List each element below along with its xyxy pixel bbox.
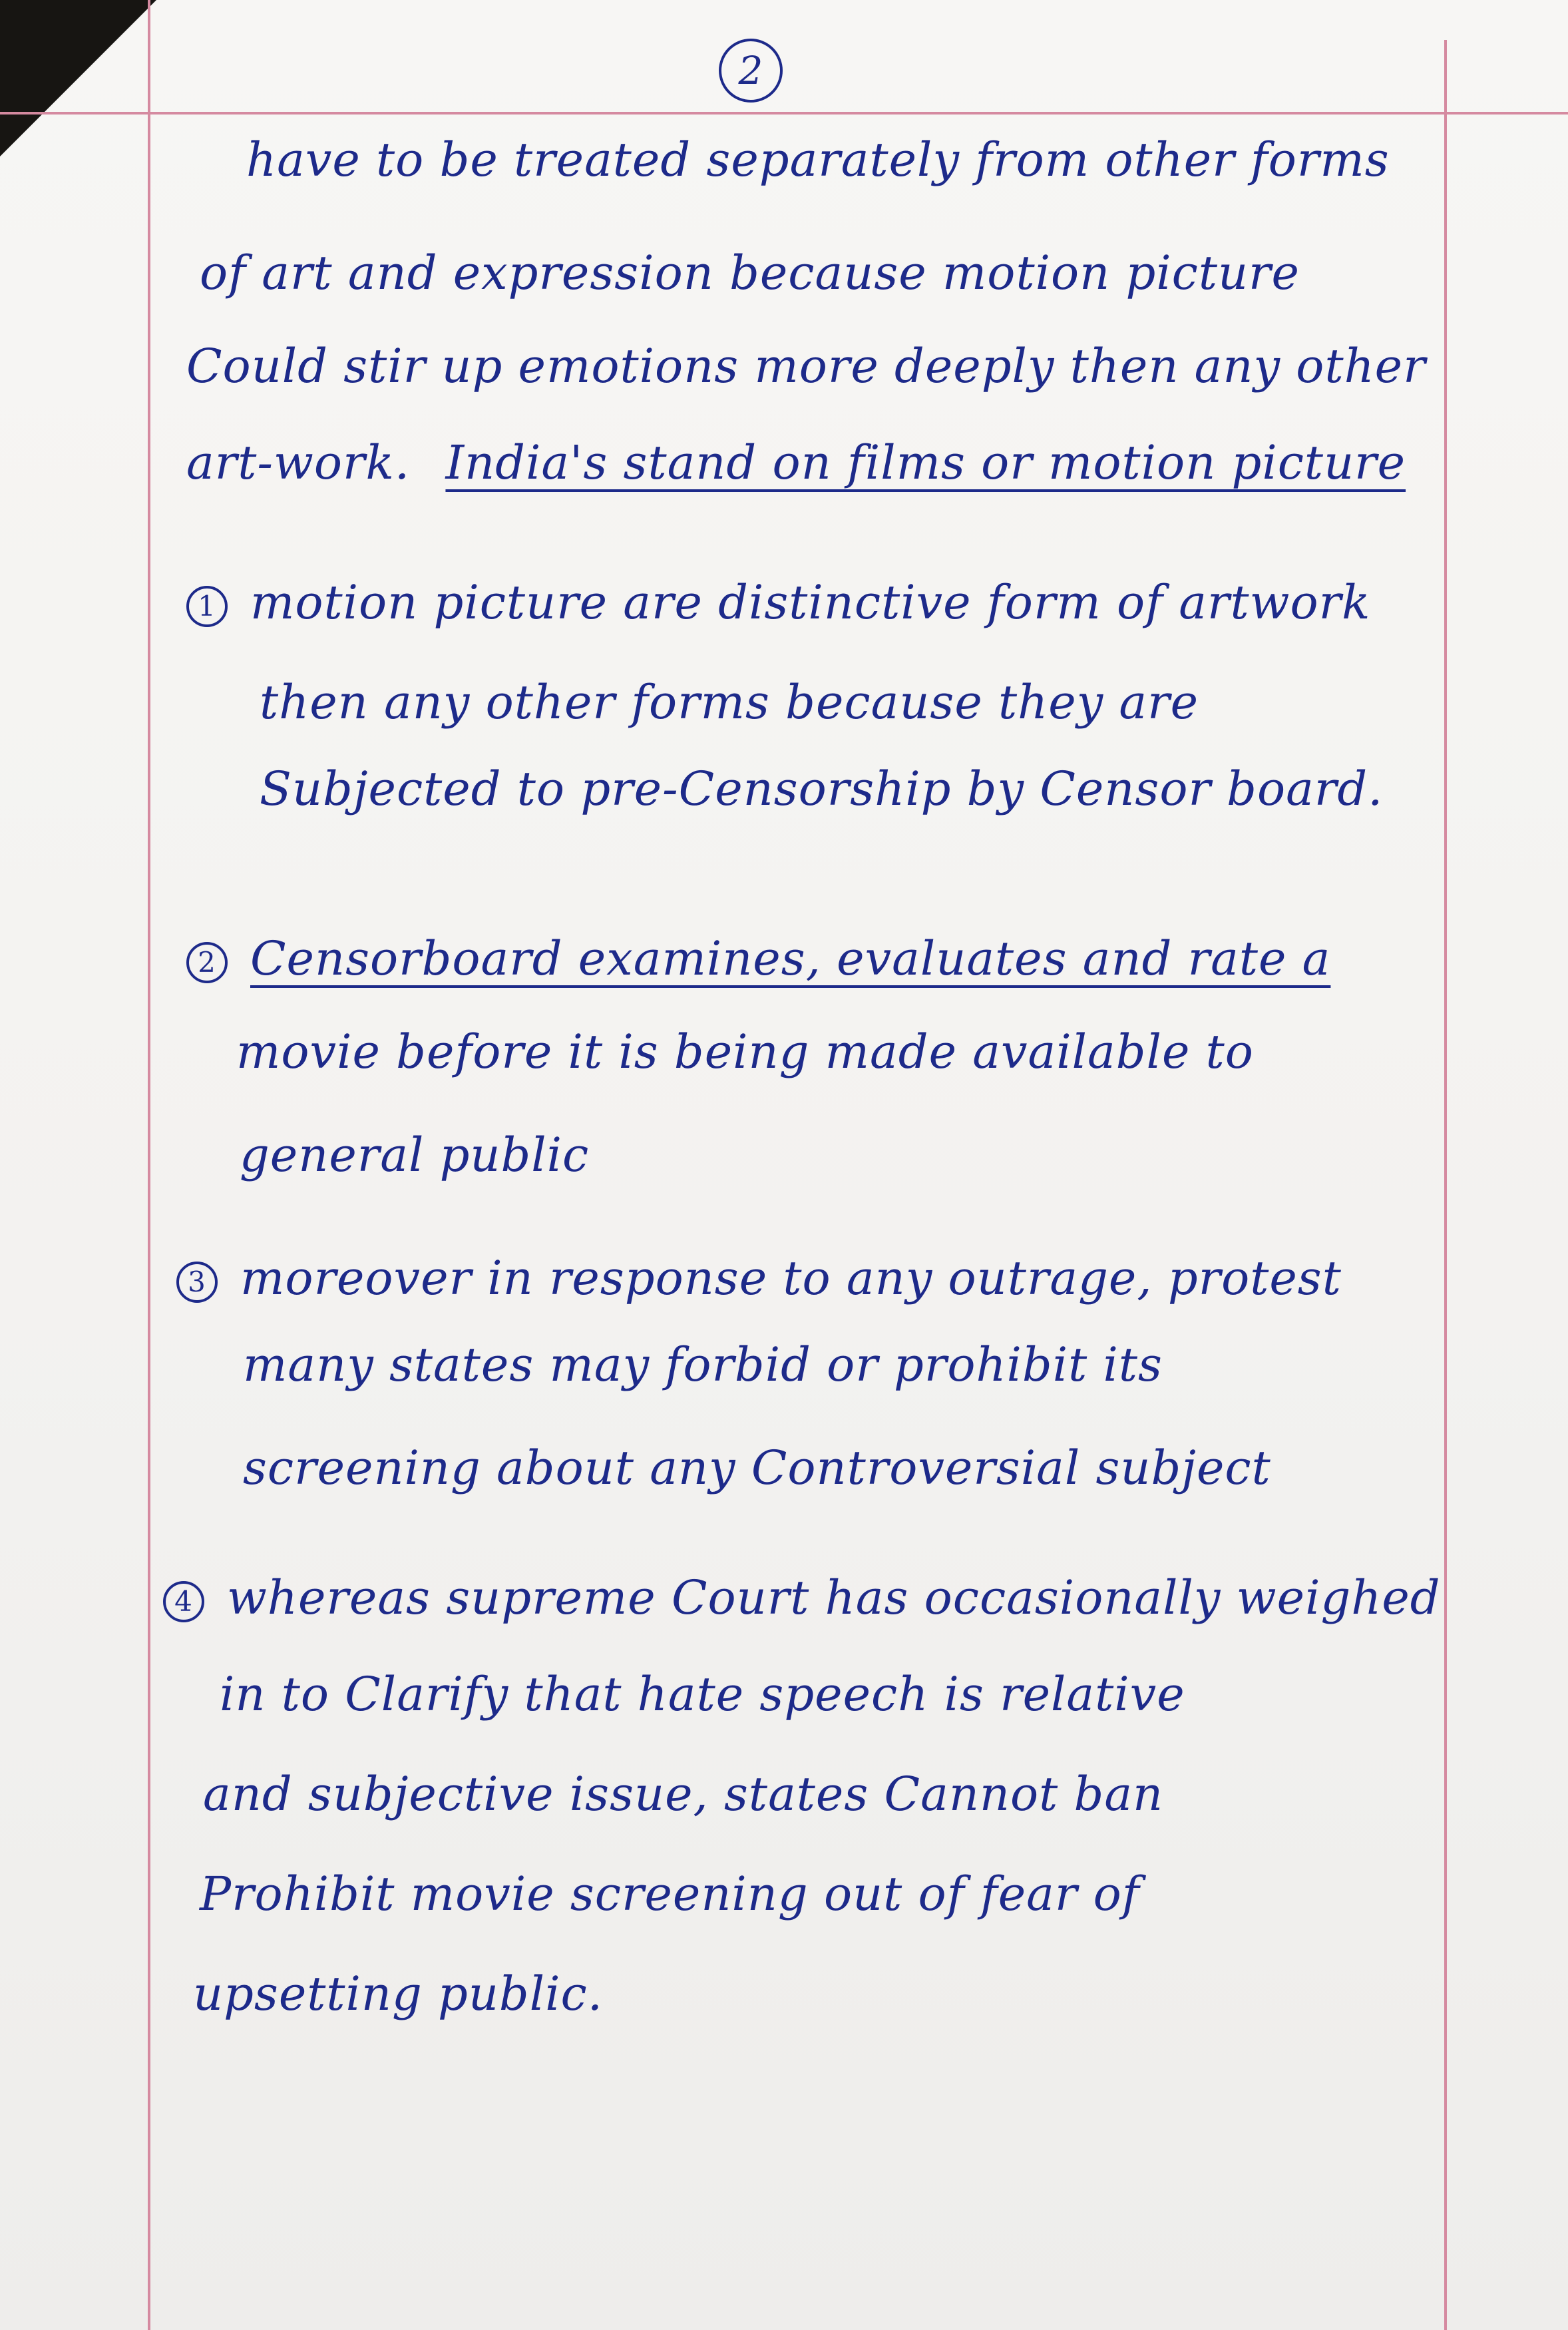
point-line <box>176 1248 1342 1308</box>
text-line: have to be treated separately from other forms <box>246 132 1390 187</box>
text-line: Subjected to pre-Censorship by Censor board. <box>260 762 1384 816</box>
text-line: then any other forms because they are <box>260 675 1199 730</box>
point-number: 2 <box>186 942 228 983</box>
text-line: of art and expression because motion picture <box>200 246 1300 300</box>
point-line <box>163 1568 1441 1628</box>
right-margin-line <box>1444 40 1447 2330</box>
page-number: 2 <box>719 39 783 103</box>
text-line: many states may forbid or prohibit its <box>243 1337 1163 1392</box>
photo-corner-shadow <box>0 0 156 156</box>
text-line <box>186 433 1406 493</box>
point-number: 3 <box>176 1262 218 1303</box>
text-line: in to Clarify that hate speech is relative <box>220 1667 1185 1722</box>
point-number: 1 <box>186 586 228 627</box>
text-line: and subjective issue, states Cannot ban <box>203 1767 1164 1821</box>
text-segment: motion picture are distinctive form of artwork <box>250 575 1371 630</box>
header-rule <box>0 112 1568 115</box>
text-line: general public <box>240 1128 590 1182</box>
text-segment: art-work. <box>186 435 411 490</box>
underlined-heading: India's stand on films or motion picture <box>445 435 1406 490</box>
left-margin-line <box>148 0 150 2330</box>
point-number: 4 <box>163 1581 204 1622</box>
text-segment: moreover in response to any outrage, protest <box>240 1251 1342 1305</box>
text-segment: Censorboard examines, evaluates and rate a <box>250 931 1331 986</box>
text-segment: whereas supreme Court has occasionally weighed <box>227 1570 1441 1625</box>
text-line: Could stir up emotions more deeply then any other <box>186 339 1426 393</box>
point-line <box>186 929 1330 989</box>
text-line: Prohibit movie screening out of fear of <box>200 1867 1140 1921</box>
text-line: upsetting public. <box>193 1967 603 2021</box>
text-line: screening about any Controversial subject <box>243 1441 1271 1495</box>
point-line <box>186 573 1371 632</box>
text-line: movie before it is being made available to <box>236 1025 1254 1079</box>
